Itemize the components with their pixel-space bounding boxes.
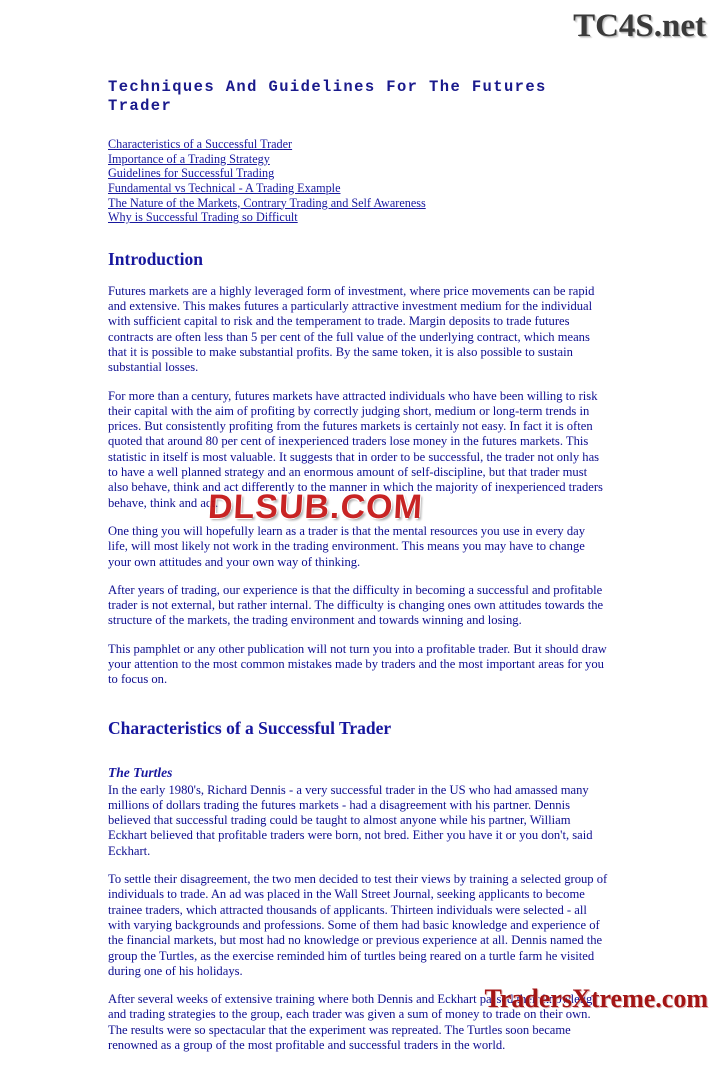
paragraph: Futures markets are a highly leveraged form of investment, where price movements can be rapid and extensive. This makes futures a particularly attractive investment medium for the individual with sufficient capital to risk and the temperament to trade. Margin deposits to trade futures contracts are often less than 5 per cent of the full value of the underlying contract, which means that it is possible to make substantial profits. By the same token, it is also possible to sustain substantial losses. <box>108 283 595 375</box>
toc-link-importance[interactable]: Importance of a Trading Strategy <box>108 151 270 166</box>
watermark-bottom-right: TradersXtreme.com <box>484 984 708 1013</box>
list-item[interactable] <box>108 137 608 152</box>
section-heading-characteristics: Characteristics of a Successful Trader <box>108 717 392 738</box>
document-content <box>108 78 608 1066</box>
watermark-center: DLSUB.COM <box>207 488 424 526</box>
paragraph: For more than a century, futures markets have attracted individuals who have been willing to risk their capital with the aim of profiting by correctly judging short, medium or long-term trends in prices. But consistently profiting from the futures markets is certainly not easy. In fact it is often quoted that around 80 per cent of inexperienced traders lose money in the futures markets. This statistic in itself is most valuable. It suggests that in order to be successful, the trader not only has to have a well planned strategy and an enormous amount of self-discipline, but that trader must also behave, think and act differently to the manner in which the majority of inexperienced traders behave, think and act. <box>108 388 603 510</box>
paragraph: One thing you will hopefully learn as a trader is that the mental resources you use in every day life, will most likely not work in the trading environment. This means you may have to change your own attitudes and your own way of thinking. <box>108 523 586 569</box>
paragraph: This pamphlet or any other publication will not turn you into a profitable trader. But it should draw your attention to the most common mistakes made by traders and the most important areas for you to focus on. <box>108 641 607 687</box>
paragraph: To settle their disagreement, the two men decided to test their views by training a selected group of individuals to trade. An ad was placed in the Wall Street Journal, seeking applicants to become trainee traders, which attracted thousands of applicants. Thirteen individuals were selected - all with varying backgrounds and professions. Some of them had basic knowledge and experience of the financial markets, but most had no knowledge or previous experience at all. Dennis named the group the Turtles, as the exercise reminded him of turtles being reared on a turtle farm he visited during one of his holidays. <box>108 872 608 978</box>
watermark-top-right: TC4S.net <box>573 8 706 44</box>
page-title: Techniques And Guidelines For The Futures Trader <box>108 78 547 115</box>
toc-link-fundamental-vs-technical[interactable]: Fundamental vs Technical - A Trading Example <box>108 180 341 195</box>
toc-link-characteristics[interactable]: Characteristics of a Successful Trader <box>108 137 293 152</box>
toc-link-guidelines[interactable]: Guidelines for Successful Trading <box>108 166 275 181</box>
paragraph: In the early 1980's, Richard Dennis - a very successful trader in the US who had amassed many millions of dollars trading the futures markets - had a disagreement with his partner. Dennis believed that successful trading could be taught to almost anyone while his partner, William Eckhart believed that profitable traders were born, not bred. Either you have it or you don't, said Eckhart. <box>108 782 593 858</box>
paragraph: After years of trading, our experience is that the difficulty in becoming a successful and profitable trader is not external, but rather internal. The difficulty is changing ones own attitudes towards the structure of the markets, the trading environment and towards winning and losing. <box>108 582 604 628</box>
list-item[interactable] <box>108 210 608 225</box>
table-of-contents <box>108 137 608 225</box>
section-heading-introduction: Introduction <box>108 248 203 269</box>
paragraph: After several weeks of extensive training where both Dennis and Eckhart passed their knowledge and trading strategies to the group, each trader was given a sum of money to trade on their own. The results were so spectacular that the experiment was repreated. The Turtles soon became renowned as a group of the most profitable and successful traders in the world. <box>108 992 598 1053</box>
list-item[interactable] <box>108 166 608 181</box>
list-item[interactable] <box>108 196 608 211</box>
subsection-heading-the-turtles: The Turtles <box>108 764 173 780</box>
list-item[interactable] <box>108 181 608 196</box>
list-item[interactable] <box>108 152 608 167</box>
toc-link-nature-of-markets[interactable]: The Nature of the Markets, Contrary Trading and Self Awareness <box>108 195 426 210</box>
toc-link-why-difficult[interactable]: Why is Successful Trading so Difficult <box>108 210 298 225</box>
